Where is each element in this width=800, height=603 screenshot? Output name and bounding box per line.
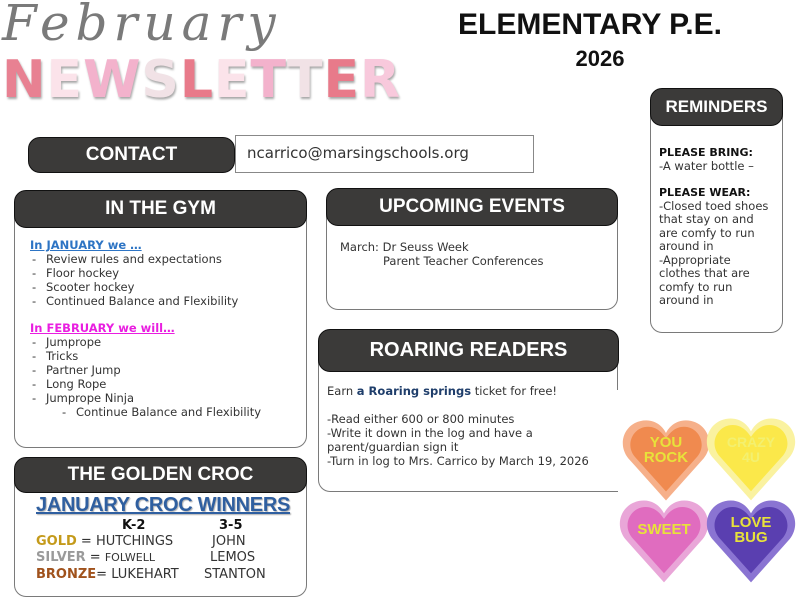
candy-heart-you-rock [620, 415, 712, 505]
readers-prize: a Roaring springs [356, 384, 472, 398]
newsletter-letter: L [179, 50, 215, 110]
month-script-title: February [2, 0, 282, 52]
gym-content [30, 238, 300, 419]
newsletter-letter: R [360, 50, 402, 110]
wear-line: clothes that are [659, 266, 750, 280]
list-item: - Floor hockey [32, 266, 120, 280]
heart-text: ROCK [643, 449, 689, 466]
wear-line: around in [659, 293, 714, 307]
readers-line: parent/guardian sign it [327, 440, 459, 454]
medal-bronze: BRONZE [36, 567, 97, 582]
newsletter-letter: S [141, 50, 180, 110]
readers-intro: Earn a Roaring springs ticket for free! [327, 384, 558, 398]
gym-header [14, 190, 307, 228]
newsletter-letter: E [46, 50, 84, 110]
gym-title: IN THE GYM [105, 198, 216, 219]
newsletter-letter: E [323, 50, 361, 110]
readers-header [318, 329, 619, 372]
wear-line: around in [659, 239, 714, 253]
heart-text: LOVE [730, 514, 772, 531]
heart-text: CRAZY [726, 434, 776, 450]
wear-line: -Closed toed shoes [659, 198, 769, 213]
readers-line: -Write it down in the log and have a [327, 426, 533, 440]
candy-heart-sweet [618, 495, 710, 587]
newsletter-title [2, 52, 401, 108]
school-title: ELEMENTARY P.E. [458, 8, 722, 41]
heart-text: YOU [649, 434, 683, 451]
heart-text: 4U [742, 449, 760, 465]
wear-heading: PLEASE WEAR: [659, 186, 751, 199]
wear-line: -Appropriate [659, 252, 731, 267]
wear-line: are comfy to run [659, 225, 755, 240]
candy-heart-love-bug [705, 495, 797, 587]
column-header-k2: K-2 [122, 518, 146, 533]
readers-line: -Read either 600 or 800 minutes [327, 412, 515, 426]
croc-row-bronze: BRONZE= LUKEHART [36, 567, 179, 582]
list-item: - Review rules and expectations [32, 252, 222, 266]
winner-3-5: STANTON [204, 567, 266, 582]
contact-label-text: CONTACT [85, 144, 178, 165]
heart-icon [618, 495, 710, 587]
list-item: - Long Rope [32, 377, 107, 391]
newsletter-letter: N [2, 50, 47, 110]
column-header-3-5: 3-5 [219, 518, 243, 533]
events-content [340, 240, 610, 268]
croc-title: THE GOLDEN CROC [67, 464, 254, 485]
event-item: Dr Seuss Week [382, 240, 469, 254]
list-item: - Continued Balance and Flexibility [32, 294, 239, 308]
list-item: - Jumprope [32, 335, 102, 349]
croc-header [14, 457, 307, 493]
newsletter-letter: T [287, 50, 324, 110]
medal-gold: GOLD [36, 534, 77, 549]
bring-item: -A water bottle – [659, 158, 754, 173]
february-heading: In FEBRUARY we will… [30, 321, 175, 335]
wear-line: comfy to run [659, 279, 733, 294]
year-title: 2026 [575, 46, 625, 71]
bring-heading: PLEASE BRING: [659, 146, 753, 159]
wear-line: that stay on and [659, 212, 754, 226]
winner-k2: LUKEHART [111, 567, 179, 582]
newsletter-letter: T [250, 50, 288, 110]
january-heading: In JANUARY we … [30, 238, 142, 252]
winner-3-5: JOHN [212, 534, 246, 549]
winner-k2: FOLWELL [104, 551, 156, 564]
medal-silver: SILVER [36, 550, 86, 565]
events-title: UPCOMING EVENTS [379, 196, 565, 217]
event-item: Parent Teacher Conferences [383, 254, 544, 268]
list-subitem: - Continue Balance and Flexibility [62, 405, 262, 419]
list-item: - Jumprope Ninja [32, 391, 135, 405]
list-item: - Tricks [32, 349, 79, 363]
list-item: - Partner Jump [32, 363, 121, 377]
reminders-content [659, 146, 783, 308]
events-header [326, 188, 618, 226]
croc-winners-heading: JANUARY CROC WINNERS [36, 494, 291, 516]
heart-text: BUG [734, 529, 768, 546]
contact-email-text[interactable]: ncarrico@marsingschools.org [247, 144, 469, 162]
candy-heart-crazy-4u [705, 413, 797, 505]
winner-3-5: LEMOS [210, 550, 256, 565]
events-month: March: [340, 240, 379, 254]
list-item: - Scooter hockey [32, 280, 135, 294]
readers-line: -Turn in log to Mrs. Carrico by March 19, 2026 [327, 454, 589, 468]
croc-row-gold: GOLD = HUTCHINGS [36, 534, 174, 549]
heart-text: SWEET [637, 521, 691, 538]
newsletter-letter: W [83, 50, 142, 110]
readers-title: ROARING READERS [369, 339, 568, 361]
contact-email[interactable] [235, 135, 534, 173]
readers-content [327, 384, 617, 468]
newsletter-letter: E [214, 50, 251, 110]
reminders-title: REMINDERS [665, 97, 768, 116]
winner-k2: HUTCHINGS [95, 534, 174, 549]
contact-label [28, 137, 235, 173]
croc-row-silver: SILVER = FOLWELL [36, 550, 156, 565]
reminders-header [650, 88, 783, 126]
